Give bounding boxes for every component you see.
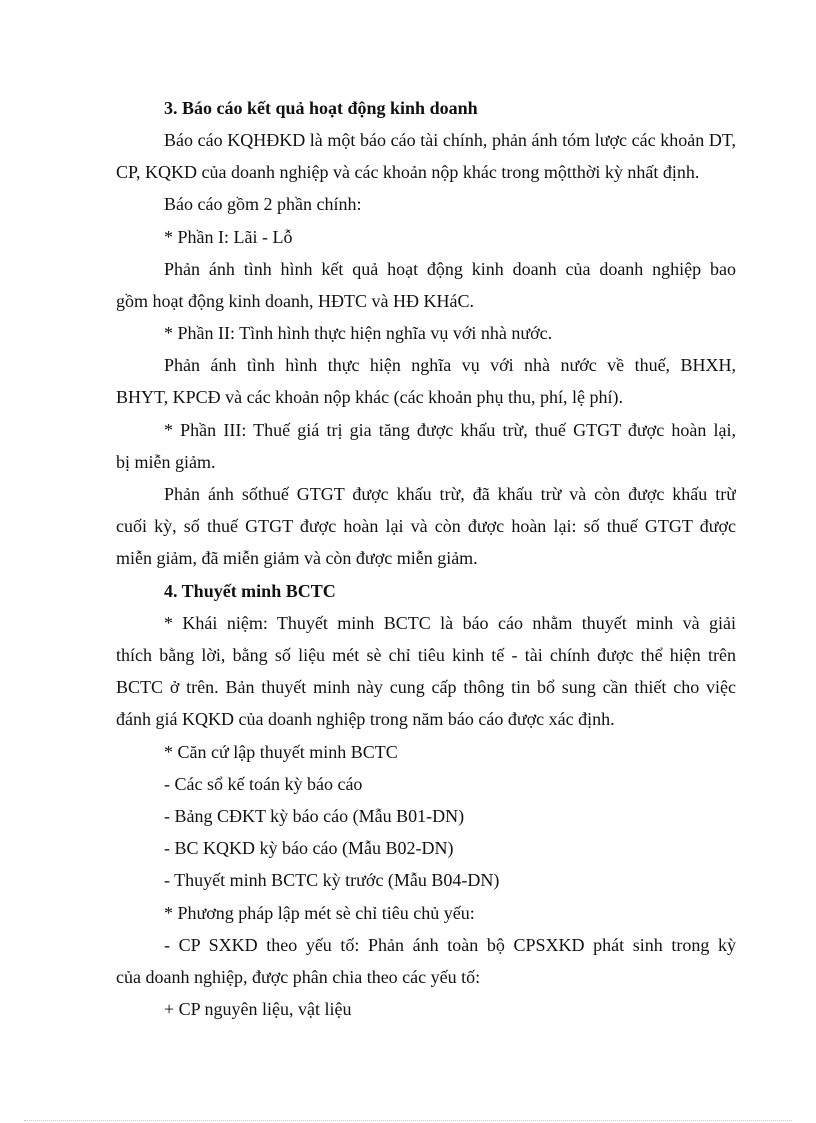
- paragraph-line: * Khái niệm: Thuyết minh BCTC là báo cáo nhằm thuyết minh và giải: [164, 613, 736, 633]
- section-4-heading: 4. Thuyết minh BCTC: [164, 581, 336, 601]
- list-item: - Bảng CĐKT kỳ báo cáo (Mẫu B01-DN): [164, 806, 465, 826]
- part-1-title: * Phần I: Lãi - Lỗ: [164, 227, 293, 247]
- basis-title: * Căn cứ lập thuyết minh BCTC: [164, 742, 398, 762]
- paragraph-line: miễn giảm, đã miễn giảm và còn được miễn giảm.: [116, 548, 478, 568]
- list-item: + CP nguyên liệu, vật liệu: [164, 999, 352, 1019]
- paragraph-line: đánh giá KQKD của doanh nghiệp trong năm báo cáo được xác định.: [116, 709, 615, 729]
- paragraph-line: thích bằng lời, bằng số liệu mét sè chỉ tiêu kinh tế - tài chính được thể hiện trên: [116, 645, 736, 665]
- paragraph-line: BHYT, KPCĐ và các khoản nộp khác (các khoản phụ thu, phí, lệ phí).: [116, 387, 624, 407]
- page-bottom-divider: [24, 1120, 792, 1121]
- paragraph-line: Phản ánh tình hình kết quả hoạt động kinh doanh của doanh nghiệp bao: [164, 259, 736, 279]
- paragraph-line: bị miễn giảm.: [116, 452, 216, 472]
- list-item: - Các sổ kế toán kỳ báo cáo: [164, 774, 363, 794]
- section-3-heading: 3. Báo cáo kết quả hoạt động kinh doanh: [164, 98, 478, 118]
- method-title: * Phương pháp lập mét sè chỉ tiêu chủ yếu:: [164, 903, 475, 923]
- paragraph-line: - CP SXKD theo yếu tố: Phản ánh toàn bộ CPSXKD phát sinh trong kỳ: [164, 935, 736, 955]
- paragraph-line: của doanh nghiệp, được phân chia theo các yếu tố:: [116, 967, 481, 987]
- paragraph-line: Báo cáo gồm 2 phần chính:: [164, 194, 362, 214]
- paragraph-line: cuối kỳ, số thuế GTGT được hoàn lại và còn được hoàn lại: số thuế GTGT được: [116, 516, 736, 536]
- part-3-title: * Phần III: Thuế giá trị gia tăng được khấu trừ, thuế GTGT được hoàn lại,: [164, 420, 736, 440]
- paragraph-line: CP, KQKD của doanh nghiệp và các khoản nộp khác trong mộtthời kỳ nhất định.: [116, 162, 700, 182]
- paragraph-line: Báo cáo KQHĐKD là một báo cáo tài chính, phản ánh tóm lược các khoản DT,: [164, 130, 736, 150]
- paragraph-line: BCTC ở trên. Bản thuyết minh này cung cấp thông tin bổ sung cần thiết cho việc: [116, 677, 736, 697]
- paragraph-line: gồm hoạt động kinh doanh, HĐTC và HĐ KHáC.: [116, 291, 474, 311]
- paragraph-line: Phản ánh tình hình thực hiện nghĩa vụ với nhà nước về thuế, BHXH,: [164, 355, 736, 375]
- list-item: - Thuyết minh BCTC kỳ trước (Mẫu B04-DN): [164, 870, 500, 890]
- list-item: - BC KQKD kỳ báo cáo (Mẫu B02-DN): [164, 838, 454, 858]
- part-2-title: * Phần II: Tình hình thực hiện nghĩa vụ với nhà nước.: [164, 323, 553, 343]
- paragraph-line: Phản ánh sốthuế GTGT được khấu trừ, đã khấu trừ và còn được khấu trừ: [164, 484, 736, 504]
